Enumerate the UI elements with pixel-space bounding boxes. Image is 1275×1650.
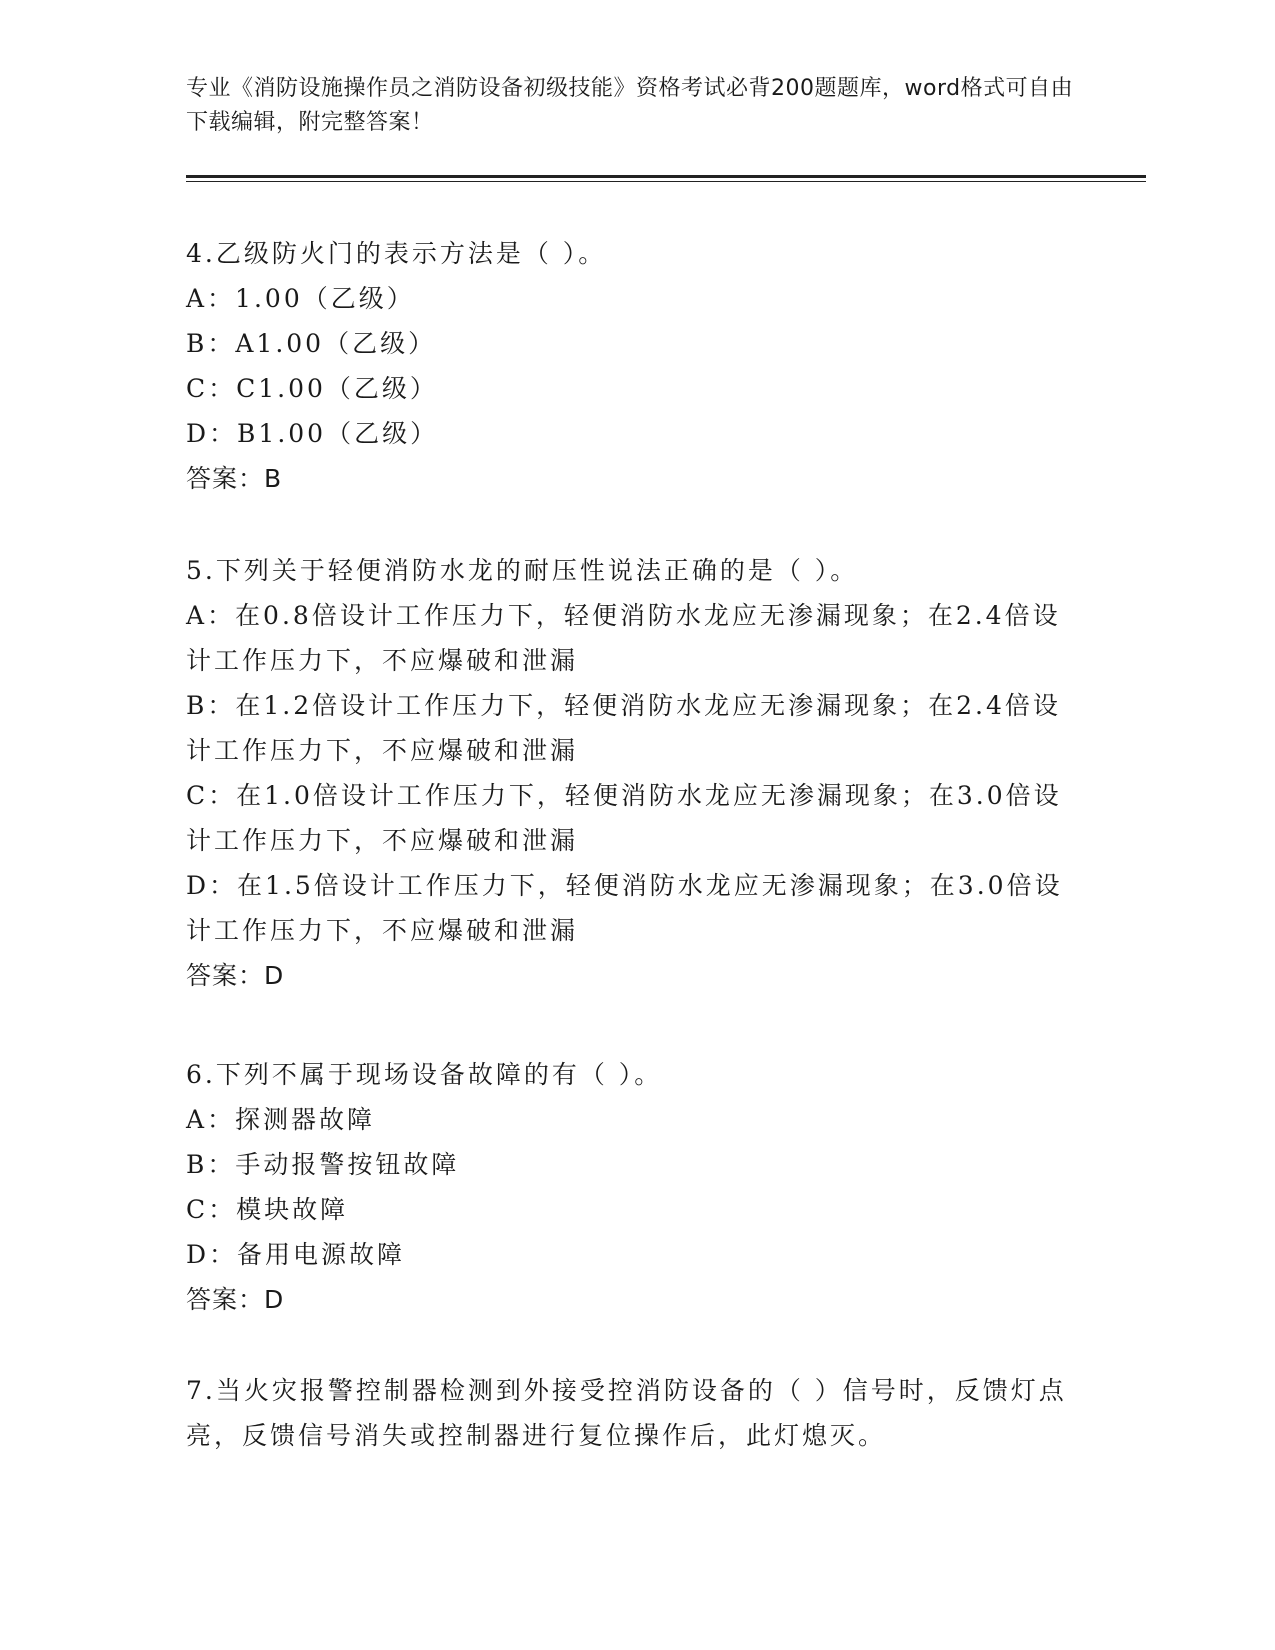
answer-label: 答案： [186, 961, 265, 990]
option-c: C：模块故障 [186, 1195, 349, 1224]
header-divider-thick [186, 175, 1146, 178]
option-c: C：C1.00（乙级） [186, 374, 438, 403]
question-stem: 6.下列不属于现场设备故障的有（ ）。 [186, 1060, 663, 1089]
document-header [186, 72, 1086, 140]
answer-value: D [264, 1285, 285, 1314]
answer-line [186, 1277, 1086, 1322]
question-5 [186, 548, 1086, 998]
answer-value: D [264, 961, 285, 990]
answer-value: B [264, 464, 283, 493]
question-stem: 4.乙级防火门的表示方法是（ ）。 [186, 239, 607, 268]
option-c: C：在1.0倍设计工作压力下，轻便消防水龙应无渗漏现象；在3.0倍设计工作压力下，不应爆破和泄漏 [186, 781, 1062, 855]
option-a: A：在0.8倍设计工作压力下，轻便消防水龙应无渗漏现象；在2.4倍设计工作压力下，不应爆破和泄漏 [186, 601, 1061, 675]
option-b: B：手动报警按钮故障 [186, 1150, 460, 1179]
option-d: D：备用电源故障 [186, 1240, 406, 1269]
option-b: B：在1.2倍设计工作压力下，轻便消防水龙应无渗漏现象；在2.4倍设计工作压力下，不应爆破和泄漏 [186, 691, 1061, 765]
option-d: D：在1.5倍设计工作压力下，轻便消防水龙应无渗漏现象；在3.0倍设计工作压力下，不应爆破和泄漏 [186, 871, 1063, 945]
answer-line [186, 456, 1086, 501]
question-4 [186, 231, 1086, 501]
question-stem: 7.当火灾报警控制器检测到外接受控消防设备的（ ）信号时，反馈灯点亮，反馈信号消失或控制器进行复位操作后，此灯熄灭。 [186, 1376, 1067, 1450]
option-d: D：B1.00（乙级） [186, 419, 439, 448]
question-6 [186, 1052, 1086, 1322]
question-stem: 5.下列关于轻便消防水龙的耐压性说法正确的是（ ）。 [186, 556, 859, 585]
option-a: A：1.00（乙级） [186, 284, 415, 313]
option-a: A：探测器故障 [186, 1105, 376, 1134]
answer-line [186, 953, 1086, 998]
header-divider-thin [186, 181, 1146, 182]
question-7 [186, 1368, 1086, 1458]
header-text: 专业《消防设施操作员之消防设备初级技能》资格考试必背200题题库，word格式可自由下载编辑，附完整答案！ [186, 76, 1074, 135]
option-b: B：A1.00（乙级） [186, 329, 437, 358]
answer-label: 答案： [186, 1285, 265, 1314]
answer-label: 答案： [186, 464, 265, 493]
